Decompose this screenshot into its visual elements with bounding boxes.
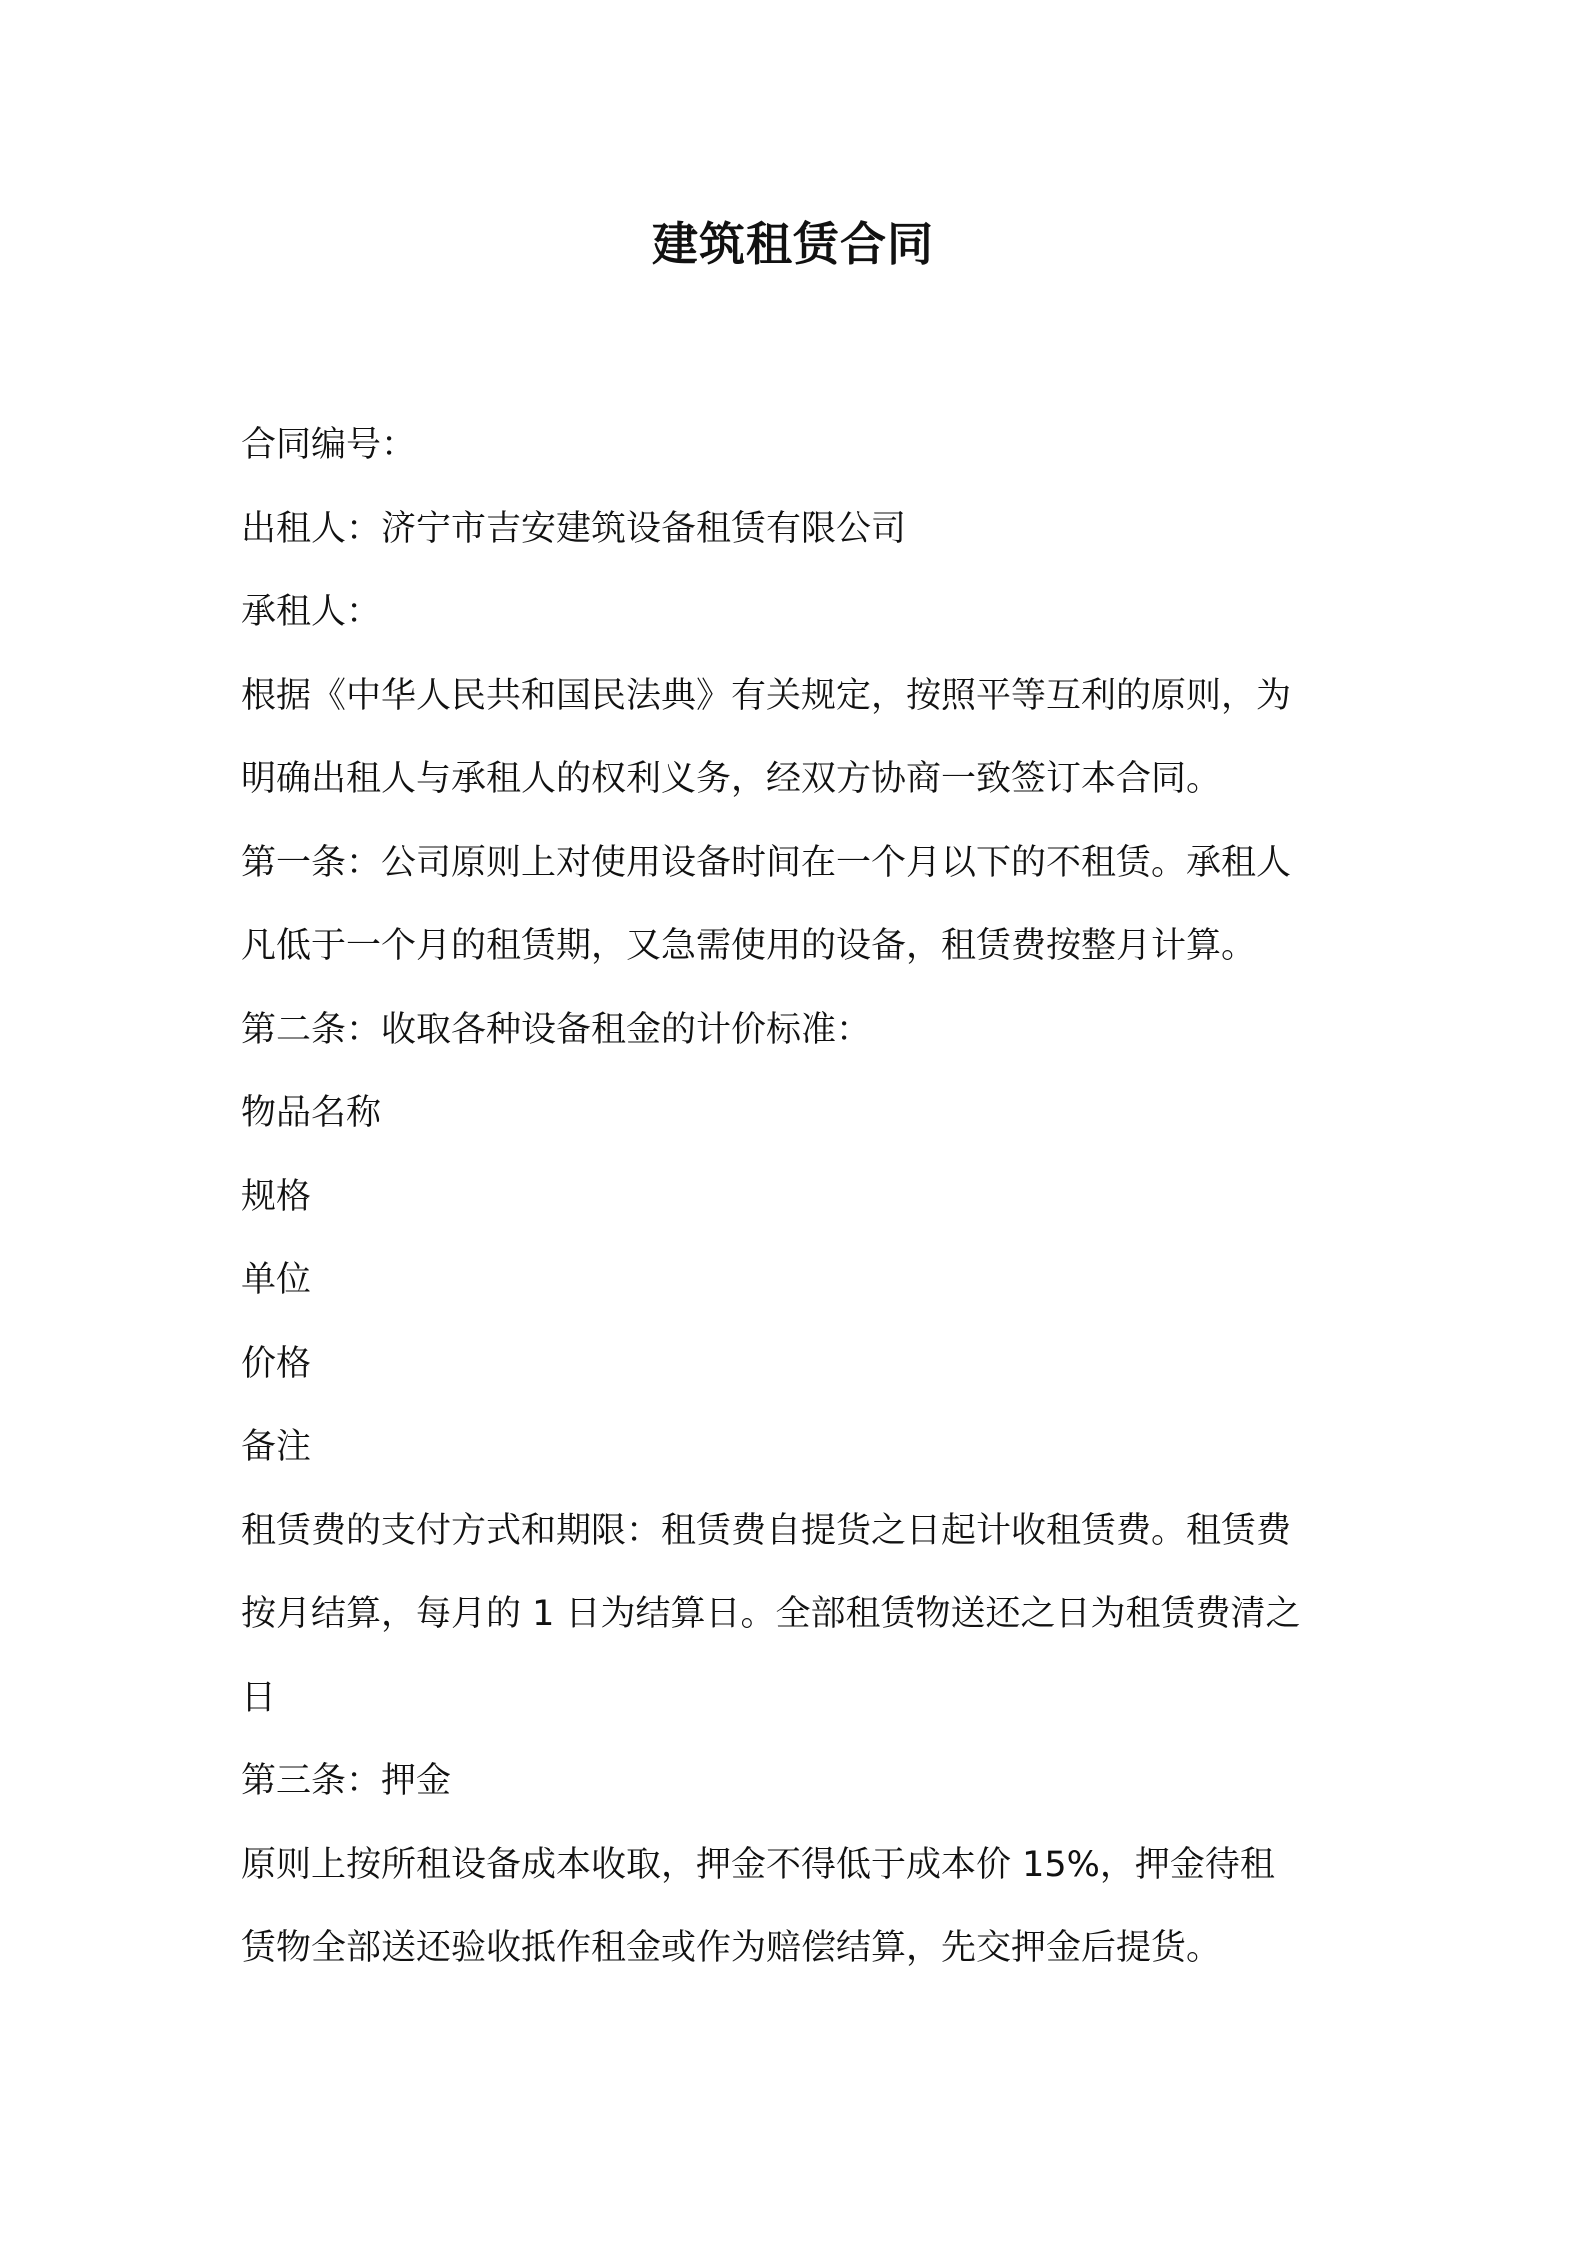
price-label: 价格: [241, 1343, 312, 1384]
article-3-heading: 第三条：押金: [241, 1761, 452, 1801]
article-2-heading: 第二条：收取各种设备租金的计价标准：: [241, 1009, 872, 1050]
spec-label: 规格: [241, 1176, 312, 1217]
deposit-line-2: 赁物全部送还验收抵作租金或作为赔偿结算，先交押金后提货。: [241, 1928, 1222, 1968]
payment-terms-line-1: 租赁费的支付方式和期限：租赁费自提货之日起计收租赁费。租赁费: [241, 1510, 1292, 1551]
preamble-line-2: 明确出租人与承租人的权利义务，经双方协商一致签订本合同。: [241, 759, 1222, 799]
article-1-line-2: 凡低于一个月的租赁期，又急需使用的设备，租赁费按整月计算。: [241, 926, 1257, 966]
payment-terms-line-3: 日: [241, 1677, 277, 1718]
remark-label: 备注: [241, 1427, 312, 1467]
lessor-line: 出租人：济宁市吉安建筑设备租赁有限公司: [241, 508, 907, 549]
unit-label: 单位: [241, 1260, 312, 1300]
article-1-line-1: 第一条：公司原则上对使用设备时间在一个月以下的不租赁。承租人: [241, 842, 1292, 883]
document-title: 建筑租赁合同: [652, 217, 934, 271]
payment-terms-line-2: 按月结算，每月的 1 日为结算日。全部租赁物送还之日为租赁费清之: [241, 1594, 1301, 1634]
contract-body: [241, 404, 1356, 1991]
lessee-line: 承租人：: [241, 592, 382, 632]
deposit-line-1: 原则上按所租设备成本收取，押金不得低于成本价 15%，押金待租: [241, 1844, 1275, 1885]
contract-number-line: 合同编号：: [241, 425, 417, 465]
preamble-line-1: 根据《中华人民共和国民法典》有关规定，按照平等互利的原则，为: [241, 675, 1292, 716]
item-name-label: 物品名称: [241, 1093, 382, 1133]
